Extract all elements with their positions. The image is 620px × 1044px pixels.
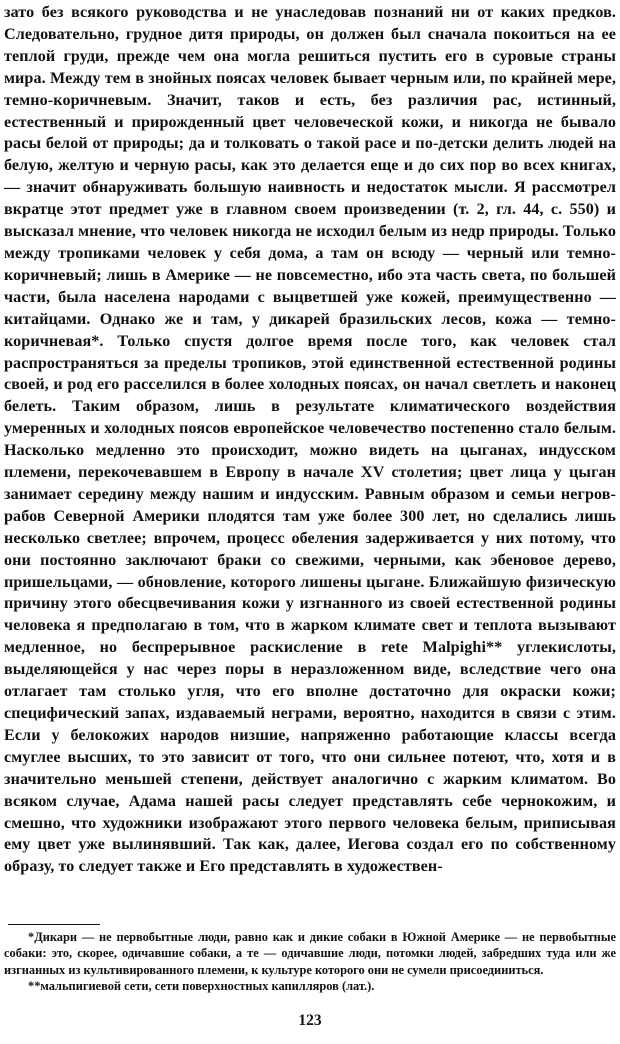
footnote-divider [8,924,100,925]
footnote-1: *Дикари — не первобытные люди, равно как и дикие собаки в Южной Америке — не первобытные собаки: это, скорее, одичавшие собаки, а те — одичавшие люди, потомки людей, забредших туда или же изгнанных из культивированного племени, к культуре которого они не сумели присоединиться. [4,930,616,977]
footnote-2: **мальпигиевой сети, сети поверхностных капилляров (лат.). [28,979,375,994]
body-paragraph: зато без всякого руководства и не унаследовав познаний ни от каких предков. Следовательно, грудное дитя природы, он должен был сначала покоиться на ее теплой груди, прежде чем она могла решиться пустить его в суровые страны мира. Между тем в знойных поясах человек бывает черным или, по крайней мере, темно-коричневым. Значит, таков и есть, без различия рас, истинный, естественный и прирожденный цвет человеческой кожи, и никогда не бывало расы белой от природы; да и толковать о такой расе и по-детски делить людей на белую, желтую и черную расы, как это делается еще и до сих пор во всех книгах, — значит обнаруживать большую наивность и недостаток мысли. Я рассмотрел вкратце этот предмет уже в главном своем произведении (т. 2, гл. 44, с. 550) и высказал мнение, что человек никогда не исходил белым из недр природы. Только между тропиками человек у себя дома, а там он всюду — черный или темно-коричневый; лишь в Америке — не повсеместно, ибо эта часть света, по большей части, была населена народами с выцветшей уже кожей, преимущественно — китайцами. Однако же и там, у дикарей бразильских лесов, кожа — темно-коричневая*. Только спустя долгое время после того, как человек стал распространяться за пределы тропиков, этой единственной естественной родины своей, и род его расселился в более холодных поясах, он начал светлеть и наконец белеть. Таким образом, лишь в результате климатического воздействия умеренных и холодных поясов европейское человечество постепенно стало белым. Насколько медленно это происходит, можно видеть на цыганах, индусском племени, перекочевавшем в Европу в начале XV столетия; цвет лица у цыган занимает середину между нашим и индусским. Равным образом и семьи негров-рабов Северной Америки плодятся там уже более 300 лет, но сделались лишь несколько светлее; впрочем, процесс обеления задерживается у них потому, что они постоянно заключают браки со свежими, черными, как эбеновое дерево, пришельцами, — обновление, которого лишены цыгане. Ближайшую физическую причину этого обесцвечивания кожи у изгнанного из своей естественной родины человека я предполагаю в том, что в жарком климате свет и теплота вызывают медленное, но беспрерывное раскисление в rete Malpighi** углекислоты, выделяющейся у нас через поры в неразложенном виде, вследствие чего она отлагает там столько угля, что его вполне достаточно для окраски кожи; специфический запах, издаваемый неграми, вероятно, находится в связи с этим. Если у белокожих народов низшие, напряженно работающие классы всегда смуглее высших, то это зависит от того, что они сильнее потеют, что, хотя и в значительно меньшей степени, действует аналогично с жарким климатом. Во всяком случае, Адама нашей расы следует представлять себе чернокожим, и смешно, что художники изображают этого первого человека белым, приписывая ему цвет уже вылинявший. Так как, далее, Иегова создал его по собственному образу, то следует также и Его представлять в художествен- [4,4,616,876]
page-number: 123 [298,1012,322,1029]
footnotes [4,929,616,995]
